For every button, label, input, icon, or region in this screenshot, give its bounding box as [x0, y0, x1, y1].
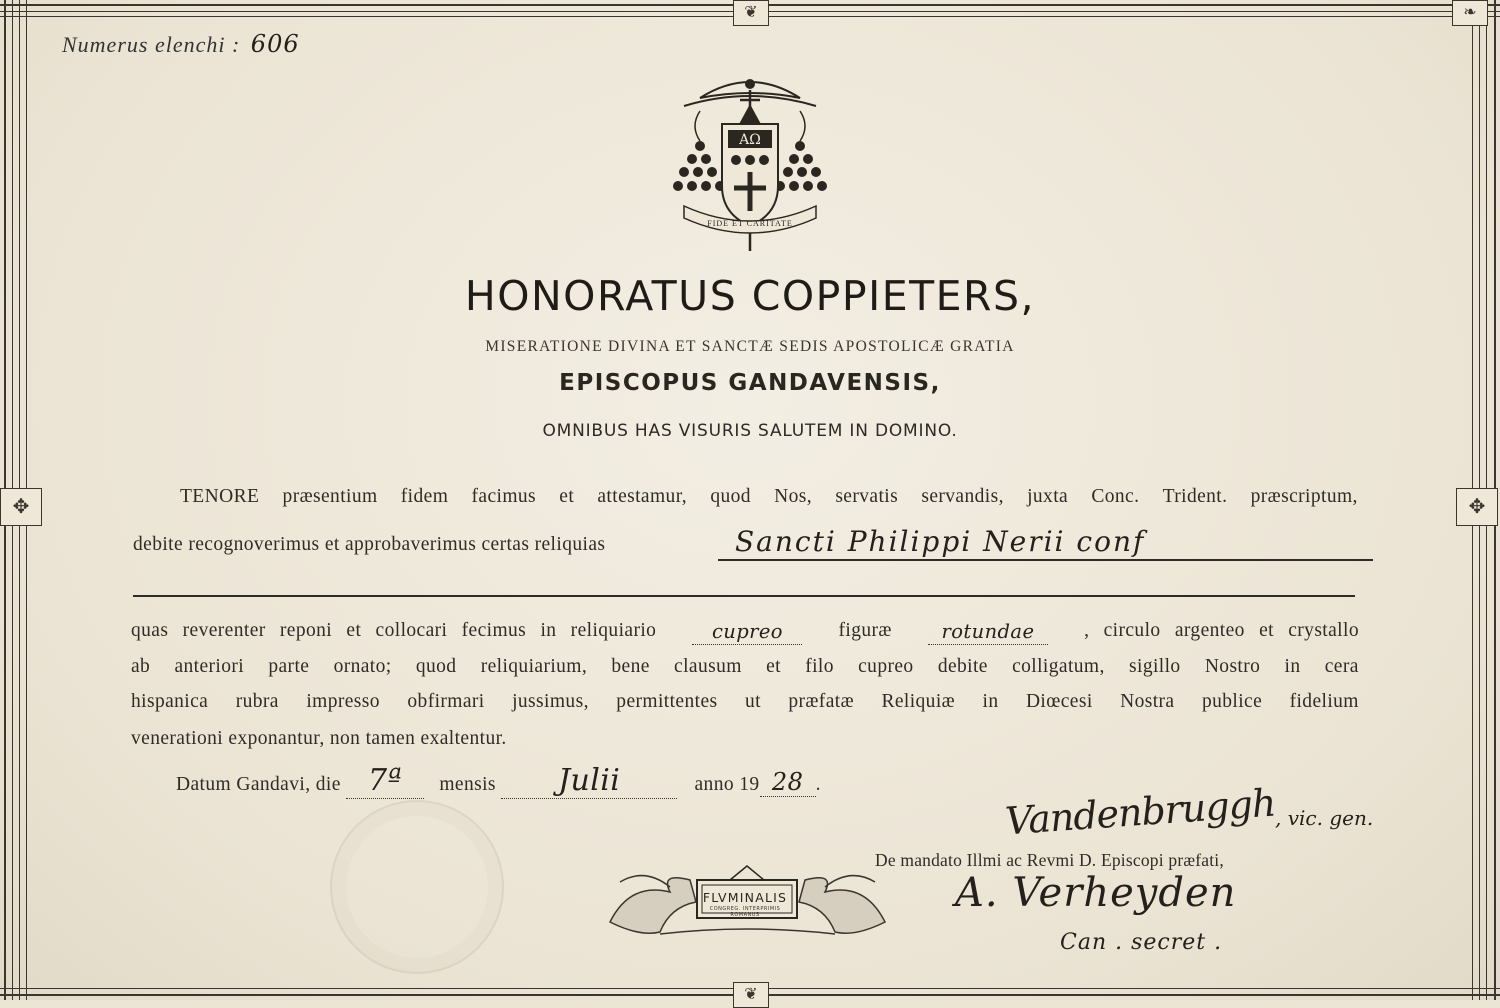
line4-before: quas reverenter reponi et collocari fecimus in reliquiario: [131, 620, 657, 641]
reliquias-handwritten: Sancti Philippi Nerii conf: [735, 525, 1146, 558]
day-fill: [346, 763, 424, 799]
body-word: parte: [268, 656, 310, 677]
anno-label: anno 19: [694, 774, 760, 795]
stamp-sublabel: CONGREG. INTERPRIMIS ROMANUS: [709, 906, 781, 918]
secretary-title: Can . secret .: [1060, 930, 1223, 955]
body-word: Nos,: [774, 486, 813, 507]
day-handwritten: 7ª: [367, 763, 403, 798]
body-word: servatis: [835, 486, 899, 507]
body-word: præscriptum,: [1250, 486, 1358, 507]
body-word: ab: [131, 656, 151, 677]
embossed-seal: [330, 800, 504, 974]
body-word: quod: [710, 486, 751, 507]
frame-ornament-left-icon: ✥: [0, 488, 42, 526]
body-line-7: venerationi exponantur, non tamen exaltentur.: [131, 728, 507, 749]
numerus-value: 606: [250, 30, 300, 58]
line4-after: , circulo argenteo et crystallo: [1084, 620, 1359, 641]
figurae-label: figuræ: [838, 620, 892, 641]
body-word: ut: [744, 691, 761, 712]
body-word: filo: [805, 656, 834, 677]
body-word: bene: [611, 656, 650, 677]
body-word: præfatæ: [788, 691, 854, 712]
body-word: obfirmari: [407, 691, 485, 712]
year-fill: [760, 768, 816, 797]
body-word: debite: [937, 656, 988, 677]
subtitle-miseratione: MISERATIONE DIVINA ET SANCTÆ SEDIS APOSTOLICÆ GRATIA: [485, 338, 1015, 355]
body-word: rubra: [235, 691, 279, 712]
body-word: clausum: [674, 656, 742, 677]
body-word: impresso: [306, 691, 380, 712]
body-word: Reliquiæ: [881, 691, 956, 712]
body-word: fidelium: [1289, 691, 1359, 712]
body-word: facimus: [471, 486, 537, 507]
crest-letters: AΩ: [739, 132, 761, 148]
mensis-label: mensis: [439, 774, 496, 795]
body-line-1: [180, 486, 1358, 508]
body-line-5: [131, 656, 1359, 678]
body-word: in: [982, 691, 999, 712]
month-handwritten: Julii: [558, 763, 621, 798]
secretary-signature: A. Verheyden: [955, 870, 1237, 916]
body-word: servandis,: [921, 486, 1004, 507]
frame-ornament-top-center-icon: ❦: [733, 0, 769, 26]
reliquias-continuation-line: [133, 595, 1355, 597]
year-handwritten: 28: [771, 768, 804, 796]
vicar-general-title: , vic. gen.: [1275, 806, 1374, 830]
numerus-label: Numerus elenchi :: [62, 32, 241, 57]
body-word: colligatum,: [1012, 656, 1105, 677]
subtitle-salutem: OMNIBUS HAS VISURIS SALUTEM IN DOMINO.: [542, 421, 958, 441]
frame-ornament-top-right-icon: ❧: [1452, 0, 1488, 26]
subtitle-episcopus: EPISCOPUS GANDAVENSIS,: [559, 370, 941, 396]
body-word: Nostra: [1120, 691, 1175, 712]
body-line-6: [131, 691, 1359, 713]
reliquiario-fill: [692, 620, 802, 645]
body-word: publice: [1201, 691, 1263, 712]
body-word: hispanica: [131, 691, 209, 712]
body-word: TENORE: [180, 486, 260, 507]
stamp-label: FLVMINALIS: [702, 890, 788, 905]
reliquiario-handwritten: cupreo: [711, 620, 783, 643]
month-fill: [501, 763, 677, 799]
body-word: Conc.: [1091, 486, 1140, 507]
frame-ornament-right-icon: ✥: [1456, 488, 1498, 526]
body-word: Diœcesi: [1025, 691, 1093, 712]
frame-ornament-bottom-center-icon: ❦: [733, 982, 769, 1008]
body-word: attestamur,: [597, 486, 688, 507]
bishop-name-title: HONORATUS COPPIETERS,: [464, 272, 1036, 320]
body-word: cera: [1324, 656, 1359, 677]
body-word: permittentes: [616, 691, 718, 712]
figurae-handwritten: rotundae: [941, 620, 1035, 643]
datum-label: Datum Gandavi, die: [176, 774, 341, 795]
episcopal-coat-of-arms-icon: [670, 66, 830, 256]
body-word: fidem: [400, 486, 449, 507]
crest-motto: FIDE ET CARITATE: [707, 219, 793, 228]
body-word: quod: [415, 656, 457, 677]
body-word: Trident.: [1162, 486, 1228, 507]
body-line-4: [131, 620, 1359, 645]
body-word: reliquiarium,: [480, 656, 588, 677]
body-word: cupreo: [858, 656, 914, 677]
body-word: jussimus,: [512, 691, 589, 712]
body-word: præsentium: [282, 486, 378, 507]
vicar-general-signature: Vandenbruggh: [1003, 780, 1277, 844]
numerus-elenchi: [62, 30, 300, 58]
body-word: Nostro: [1204, 656, 1261, 677]
body-word: sigillo: [1129, 656, 1181, 677]
figurae-fill: [928, 620, 1048, 645]
body-word: anteriori: [174, 656, 245, 677]
body-word: et: [766, 656, 781, 677]
datum-line: Datum Gandavi, die 7ª mensis Julii anno 19 28 .: [176, 763, 821, 798]
mandato-text: De mandato Illmi ac Revmi D. Episcopi præfati,: [875, 850, 1224, 870]
body-word: in: [1284, 656, 1301, 677]
reliquias-fill-line: [718, 559, 1373, 561]
body-word: juxta: [1027, 486, 1069, 507]
body-line-2: debite recognoverimus et approbaverimus certas reliquias: [133, 534, 606, 555]
body-word: ornato;: [333, 656, 392, 677]
body-word: et: [559, 486, 575, 507]
